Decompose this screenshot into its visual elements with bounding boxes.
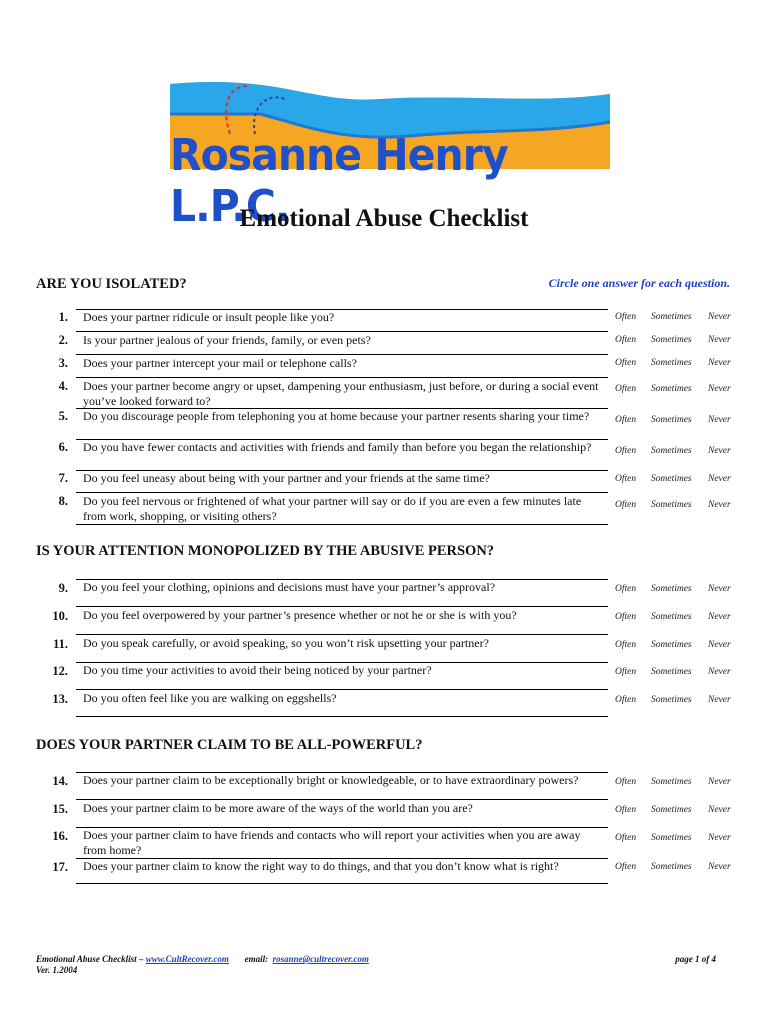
question-number: 14. — [52, 774, 68, 788]
option-sometimes[interactable]: Sometimes — [651, 384, 692, 394]
logo-text: Rosanne Henry L.P.C. — [170, 130, 508, 232]
option-never[interactable]: Never — [708, 500, 731, 510]
option-sometimes[interactable]: Sometimes — [651, 862, 692, 872]
question-number: 2. — [58, 333, 68, 347]
question-text: Do you feel uneasy about being with your partner and your friends at the same time? — [83, 471, 490, 485]
question-text: Do you have fewer contacts and activities with friends and family than before you began the relationship? — [83, 440, 592, 454]
option-sometimes[interactable]: Sometimes — [651, 695, 692, 705]
option-never[interactable]: Never — [708, 833, 731, 843]
option-never[interactable]: Never — [708, 805, 731, 815]
option-often[interactable]: Often — [615, 805, 637, 815]
option-never[interactable]: Never — [708, 384, 731, 394]
option-never[interactable]: Never — [708, 667, 731, 677]
question-number: 3. — [58, 356, 68, 370]
page-number: page 1 of 4 — [675, 954, 716, 964]
question-text: Does your partner intercept your mail or telephone calls? — [83, 356, 357, 370]
question-text: Does your partner ridicule or insult people like you? — [83, 310, 335, 324]
website-link[interactable]: www.CultRecover.com — [145, 954, 229, 964]
option-often[interactable]: Often — [615, 667, 637, 677]
option-sometimes[interactable]: Sometimes — [651, 640, 692, 650]
instruction-text: Circle one answer for each question. — [548, 276, 730, 290]
question-number: 7. — [58, 471, 68, 485]
option-never[interactable]: Never — [708, 312, 731, 322]
question-number: 10. — [52, 609, 68, 623]
option-sometimes[interactable]: Sometimes — [651, 474, 692, 484]
question-number: 12. — [52, 664, 68, 678]
question-text: Do you discourage people from telephoning you at home because your partner resents sharing your time? — [83, 409, 590, 423]
question-text: Do you feel overpowered by your partner’s presence whether or not he or she is with you? — [83, 608, 517, 622]
option-often[interactable]: Often — [615, 335, 637, 345]
option-often[interactable]: Often — [615, 584, 637, 594]
option-often[interactable]: Often — [615, 695, 637, 705]
footer-doc-name: Emotional Abuse Checklist – — [36, 954, 146, 964]
option-never[interactable]: Never — [708, 640, 731, 650]
option-never[interactable]: Never — [708, 358, 731, 368]
footer — [36, 954, 726, 976]
option-never[interactable]: Never — [708, 612, 731, 622]
option-never[interactable]: Never — [708, 695, 731, 705]
option-never[interactable]: Never — [708, 777, 731, 787]
question-text: Do you feel nervous or frightened of what your partner will say or do if you are even a few minutes late from work, shopping, or visiting others? — [83, 494, 582, 523]
question-number: 16. — [52, 829, 68, 843]
page-title: Emotional Abuse Checklist — [239, 205, 529, 232]
question-number: 13. — [52, 692, 68, 706]
version-text: Ver. 1.2004 — [36, 965, 78, 975]
question-number: 6. — [58, 440, 68, 454]
section-title: ARE YOU ISOLATED? — [36, 276, 187, 292]
option-sometimes[interactable]: Sometimes — [651, 358, 692, 368]
option-often[interactable]: Often — [615, 500, 637, 510]
section-title: DOES YOUR PARTNER CLAIM TO BE ALL-POWERFUL? — [36, 737, 423, 753]
option-often[interactable]: Often — [615, 446, 637, 456]
email-label: email: — [244, 954, 269, 964]
option-often[interactable]: Often — [615, 358, 637, 368]
option-often[interactable]: Often — [615, 612, 637, 622]
question-text: Does your partner claim to be exceptionally bright or knowledgeable, or to have extraordinary powers? — [83, 773, 579, 787]
option-sometimes[interactable]: Sometimes — [651, 446, 692, 456]
option-never[interactable]: Never — [708, 335, 731, 345]
email-link[interactable]: rosanne@cultrecover.com — [272, 954, 369, 964]
option-never[interactable]: Never — [708, 446, 731, 456]
option-sometimes[interactable]: Sometimes — [651, 312, 692, 322]
question-number: 15. — [52, 802, 68, 816]
question-text: Do you time your activities to avoid their being noticed by your partner? — [83, 663, 432, 677]
section-title: IS YOUR ATTENTION MONOPOLIZED BY THE ABUSIVE PERSON? — [36, 543, 495, 559]
option-often[interactable]: Often — [615, 384, 637, 394]
option-often[interactable]: Often — [615, 862, 637, 872]
question-number: 1. — [58, 310, 68, 324]
question-number: 17. — [52, 860, 68, 874]
option-sometimes[interactable]: Sometimes — [651, 584, 692, 594]
option-never[interactable]: Never — [708, 415, 731, 425]
question-text: Does your partner claim to be more aware of the ways of the world than you are? — [83, 801, 473, 815]
question-text: Do you speak carefully, or avoid speaking, so you won’t risk upsetting your partner? — [83, 636, 489, 650]
question-number: 4. — [58, 379, 68, 393]
option-sometimes[interactable]: Sometimes — [651, 805, 692, 815]
option-never[interactable]: Never — [708, 474, 731, 484]
question-text: Do you feel your clothing, opinions and decisions must have your partner’s approval? — [83, 580, 496, 594]
option-sometimes[interactable]: Sometimes — [651, 415, 692, 425]
option-often[interactable]: Often — [615, 640, 637, 650]
question-text: Does your partner claim to know the right way to do things, and that you don’t know what is right? — [83, 859, 559, 873]
option-often[interactable]: Often — [615, 833, 637, 843]
option-sometimes[interactable]: Sometimes — [651, 500, 692, 510]
question-number: 11. — [53, 637, 68, 651]
option-never[interactable]: Never — [708, 862, 731, 872]
option-sometimes[interactable]: Sometimes — [651, 612, 692, 622]
option-never[interactable]: Never — [708, 584, 731, 594]
question-number: 5. — [58, 409, 68, 423]
option-often[interactable]: Often — [615, 312, 637, 322]
option-often[interactable]: Often — [615, 474, 637, 484]
option-sometimes[interactable]: Sometimes — [651, 667, 692, 677]
option-often[interactable]: Often — [615, 777, 637, 787]
option-sometimes[interactable]: Sometimes — [651, 833, 692, 843]
question-text: Is your partner jealous of your friends, family, or even pets? — [83, 333, 371, 347]
question-text: Does your partner become angry or upset, dampening your enthusiasm, just before, or during a social event you’ve looked forward to? — [83, 379, 599, 408]
question-number: 9. — [58, 581, 68, 595]
option-sometimes[interactable]: Sometimes — [651, 777, 692, 787]
question-text: Do you often feel like you are walking on eggshells? — [83, 691, 337, 705]
option-sometimes[interactable]: Sometimes — [651, 335, 692, 345]
question-text: Does your partner claim to have friends and contacts who will report your activities when you are away from home? — [83, 828, 581, 857]
question-number: 8. — [58, 494, 68, 508]
option-often[interactable]: Often — [615, 415, 637, 425]
